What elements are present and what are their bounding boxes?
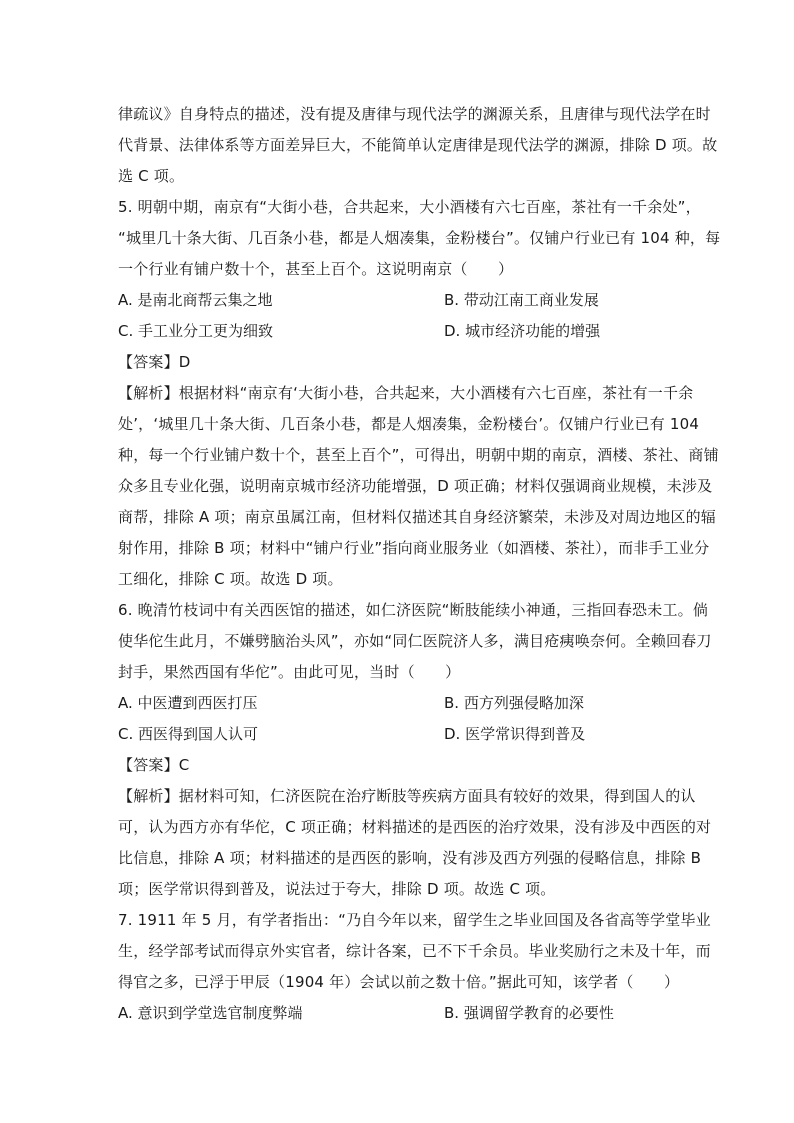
- text-line: 代背景、法律体系等方面差异巨大，不能简单认定唐律是现代法学的渊源，排除 D 项。故: [118, 136, 718, 154]
- analysis-line: 比信息，排除 A 项；材料描述的是西医的影响，没有涉及西方列强的侵略信息，排除 B: [118, 849, 702, 867]
- answer: 【答案】D: [118, 353, 191, 371]
- question-stem-line: 得官之多，已浮于甲辰（1904 年）会试以前之数十倍。”据此可知，该学者（ ）: [118, 973, 680, 991]
- question-7: [118, 905, 711, 1029]
- option-a: A. 是南北商帮云集之地: [118, 291, 273, 309]
- analysis-line: 项；医学常识得到普及，说法过于夸大，排除 D 项。故选 C 项。: [118, 880, 556, 898]
- text-line: 选 C 项。: [118, 167, 185, 185]
- analysis: [118, 781, 712, 905]
- option-b: B. 带动江南工商业发展: [444, 291, 599, 309]
- analysis-line: 【解析】据材料可知，仁济医院在治疗断肢等疾病方面具有较好的效果，得到国人的认: [118, 787, 696, 805]
- analysis-line: 工细化，排除 C 项。故选 D 项。: [118, 570, 343, 588]
- option-row: [118, 719, 678, 750]
- option-a: A. 意识到学堂选官制度弊端: [118, 1004, 303, 1022]
- q4-explanation-tail: [118, 99, 718, 192]
- analysis-line: 可，认为西方亦有华佗，C 项正确；材料描述的是西医的治疗效果，没有涉及中西医的对: [118, 818, 712, 836]
- question-stem-line: 一个行业有铺户数十个，甚至上百个。这说明南京（ ）: [118, 260, 514, 278]
- analysis-line: 【解析】根据材料“南京有‘大街小巷，合共起来，大小酒楼有六七百座，茶社有一千余: [118, 384, 694, 402]
- analysis-line: 众多且专业化强，说明南京城市经济功能增强，D 项正确；材料仅强调商业规模，未涉及: [118, 477, 713, 495]
- question-stem-line: 6. 晚清竹枝词中有关西医馆的描述，如仁济医院“断肢能续小神通，三指回春恐未工。倘: [118, 601, 709, 619]
- answer: 【答案】C: [118, 756, 190, 774]
- question-stem-line: 封手，果然西国有华佗”。由此可见，当时（ ）: [118, 663, 461, 681]
- question-5: [118, 192, 721, 595]
- option-row: [118, 316, 678, 347]
- option-b: B. 强调留学教育的必要性: [444, 1004, 614, 1022]
- option-c: C. 手工业分工更为细致: [118, 322, 274, 340]
- analysis-line: 商帮，排除 A 项；南京虽属江南，但材料仅描述其自身经济繁荣，未涉及对周边地区的辐: [118, 508, 717, 526]
- question-stem-line: 7. 1911 年 5 月，有学者指出：“乃自今年以来，留学生之毕业回国及各省高等学堂毕业: [118, 911, 711, 929]
- option-a: A. 中医遭到西医打压: [118, 694, 258, 712]
- question-stem-line: 生，经学部考试而得京外实官者，综计各案，已不下千余员。毕业奖励行之未及十年，而: [118, 942, 711, 960]
- option-row: [118, 688, 678, 719]
- option-b: B. 西方列强侵略加深: [444, 694, 584, 712]
- analysis-line: 处’，‘城里几十条大街、几百条小巷，都是人烟凑集，金粉楼台’。仅铺户行业已有 104: [118, 415, 700, 433]
- option-d: D. 医学常识得到普及: [444, 725, 586, 743]
- document-page: [118, 99, 721, 1029]
- question-stem-line: “城里几十条大街、几百条小巷，都是人烟凑集，金粉楼台”。仅铺户行业已有 104 种，每: [118, 229, 721, 247]
- option-c: C. 西医得到国人认可: [118, 725, 259, 743]
- option-row: [118, 285, 678, 316]
- text-line: 律疏议》自身特点的描述，没有提及唐律与现代法学的渊源关系，且唐律与现代法学在时: [118, 105, 711, 123]
- analysis: [118, 378, 719, 595]
- analysis-line: 种，每一个行业铺户数十个，甚至上百个”，可得出，明朝中期的南京，酒楼、茶社、商铺: [118, 446, 719, 464]
- option-d: D. 城市经济功能的增强: [444, 322, 601, 340]
- option-row: [118, 998, 678, 1029]
- question-6: [118, 595, 712, 905]
- analysis-line: 射作用，排除 B 项；材料中“铺户行业”指向商业服务业（如酒楼、茶社），而非手工业分: [118, 539, 710, 557]
- question-stem-line: 使华佗生此月，不嫌劈脑治头风”，亦如“同仁医院济人多，满目疮痍唤奈何。全赖回春刀: [118, 632, 712, 650]
- question-stem-line: 5. 明朝中期，南京有“大街小巷，合共起来，大小酒楼有六七百座，茶社有一千余处”，: [118, 198, 701, 216]
